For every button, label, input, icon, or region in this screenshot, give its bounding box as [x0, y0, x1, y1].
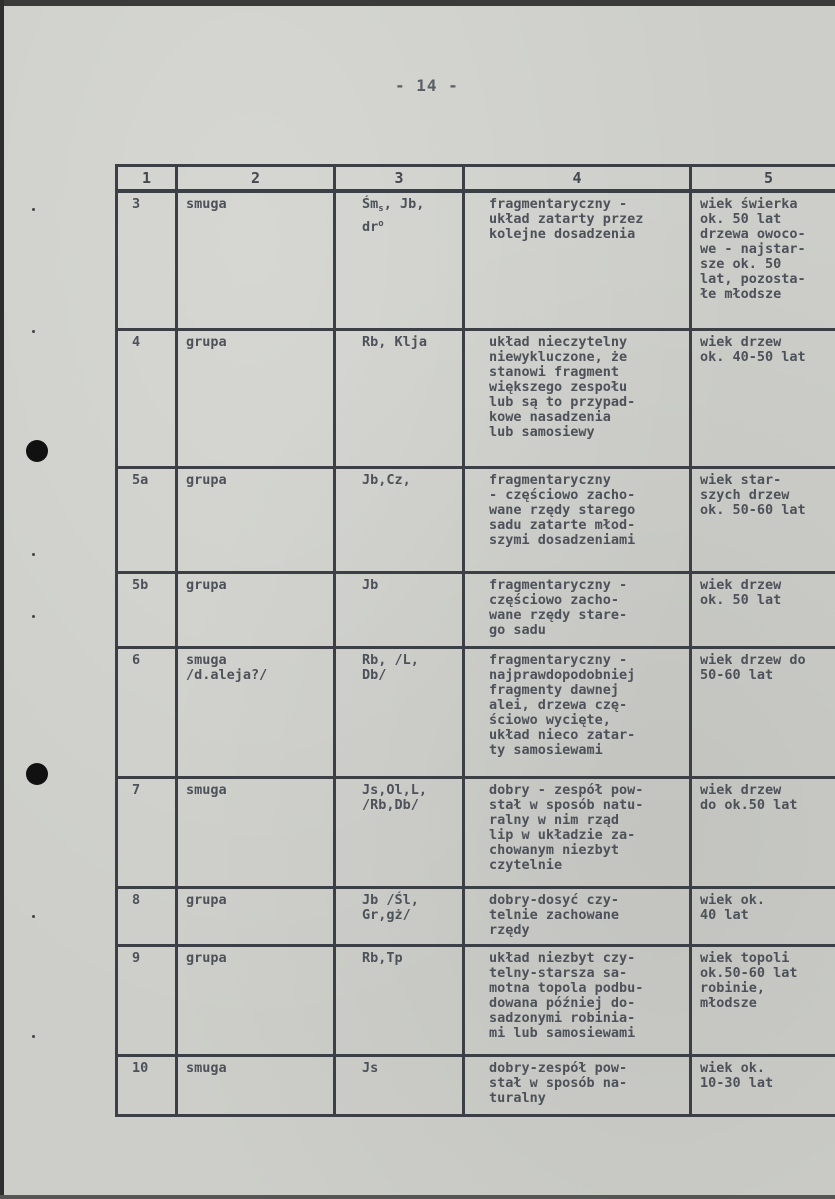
row-number: 7: [117, 777, 177, 887]
margin-dot: [32, 915, 35, 918]
row-species: Jb: [335, 572, 464, 647]
column-header-4: 4: [464, 166, 691, 192]
margin-dot: [32, 553, 35, 556]
row-number: 8: [117, 887, 177, 945]
row-age: wiek świerka ok. 50 lat drzewa owoco- we - najstar- sze ok. 50 lat, pozosta- łe młodsze: [691, 191, 835, 329]
column-header-5: 5: [691, 166, 835, 192]
row-form: grupa: [177, 467, 335, 572]
row-species: Rb, /L, Db/: [335, 647, 464, 777]
row-form: grupa: [177, 945, 335, 1055]
row-state: dobry-dosyć czy- telnie zachowane rzędy: [464, 887, 691, 945]
table-row: [117, 467, 835, 572]
table-row: [117, 329, 835, 467]
row-form: grupa: [177, 329, 335, 467]
row-species: Rb, Klja: [335, 329, 464, 467]
row-number: 4: [117, 329, 177, 467]
table-row: [117, 647, 835, 777]
row-state: dobry - zespół pow- stał w sposób natu- ralny w nim rząd lip w układzie za- chowanym niezbyt czytelnie: [464, 777, 691, 887]
row-number: 6: [117, 647, 177, 777]
row-form: smuga: [177, 1055, 335, 1115]
row-species: Js,Ol,L, /Rb,Db/: [335, 777, 464, 887]
scan-edge-top: [0, 0, 835, 6]
column-header-2: 2: [177, 166, 335, 192]
row-age: wiek drzew ok. 40-50 lat: [691, 329, 835, 467]
row-form: grupa: [177, 572, 335, 647]
row-state: fragmentaryczny - układ zatarty przez kolejne dosadzenia: [464, 191, 691, 329]
row-species: Rb,Tp: [335, 945, 464, 1055]
row-state: fragmentaryczny - częściowo zacho- wane rzędy stare- go sadu: [464, 572, 691, 647]
table-row: [117, 777, 835, 887]
row-state: fragmentaryczny - częściowo zacho- wane rzędy starego sadu zatarte młod- szymi dosadzeniami: [464, 467, 691, 572]
page-number: - 14 -: [395, 76, 459, 95]
row-form: smuga: [177, 777, 335, 887]
row-number: 3: [117, 191, 177, 329]
margin-dot: [32, 615, 35, 618]
species-rest: , Jb,: [383, 196, 425, 212]
table-header-row: [117, 166, 835, 192]
margin-dot: [32, 330, 35, 333]
row-form: smuga /d.aleja?/: [177, 647, 335, 777]
row-age: wiek drzew do ok.50 lat: [691, 777, 835, 887]
margin-dot: [32, 208, 35, 211]
column-header-3: 3: [335, 166, 464, 192]
species-sm-subscript: s: [378, 204, 384, 214]
row-state: fragmentaryczny - najprawdopodobniej fragmenty dawnej alei, drzewa czę- ściowo wycięte, układ nieco zatar- ty samosiewami: [464, 647, 691, 777]
row-species: Jb,Cz,: [335, 467, 464, 572]
row-age: wiek star- szych drzew ok. 50-60 lat: [691, 467, 835, 572]
row-number: 5a: [117, 467, 177, 572]
scan-edge-bottom: [0, 1195, 835, 1199]
row-state: układ nieczytelny niewykluczone, że stanowi fragment większego zespołu lub są to przypad- kowe nasadzenia lub samosiewy: [464, 329, 691, 467]
row-number: 9: [117, 945, 177, 1055]
table-row: [117, 572, 835, 647]
column-header-1: 1: [117, 166, 177, 192]
table-row: [117, 945, 835, 1055]
row-state: dobry-zespół pow- stał w sposób na- turalny: [464, 1055, 691, 1115]
punch-hole: [26, 763, 48, 785]
row-form: smuga: [177, 191, 335, 329]
species-sm: Śm: [362, 196, 379, 212]
row-age: wiek drzew do 50-60 lat: [691, 647, 835, 777]
table-row: [117, 1055, 835, 1115]
row-species: [335, 191, 464, 329]
row-age: wiek ok. 40 lat: [691, 887, 835, 945]
row-species: Js: [335, 1055, 464, 1115]
row-age: wiek topoli ok.50-60 lat robinie, młodsze: [691, 945, 835, 1055]
scan-edge-left: [0, 0, 4, 1199]
row-state: układ niezbyt czy- telny-starsza sa- motna topola podbu- dowana później do- sadzonymi robinia- mi lub samosiewami: [464, 945, 691, 1055]
table-row: [117, 191, 835, 329]
inventory-table: [115, 164, 835, 1117]
row-age: wiek ok. 10-30 lat: [691, 1055, 835, 1115]
punch-hole: [26, 440, 48, 462]
row-age: wiek drzew ok. 50 lat: [691, 572, 835, 647]
row-form: grupa: [177, 887, 335, 945]
table-row: [117, 887, 835, 945]
row-species: Jb /Śl, Gr,gż/: [335, 887, 464, 945]
species-dr-superscript: o: [378, 219, 384, 229]
margin-dot: [32, 1035, 35, 1038]
row-number: 10: [117, 1055, 177, 1115]
row-number: 5b: [117, 572, 177, 647]
species-dr: dr: [362, 219, 379, 235]
